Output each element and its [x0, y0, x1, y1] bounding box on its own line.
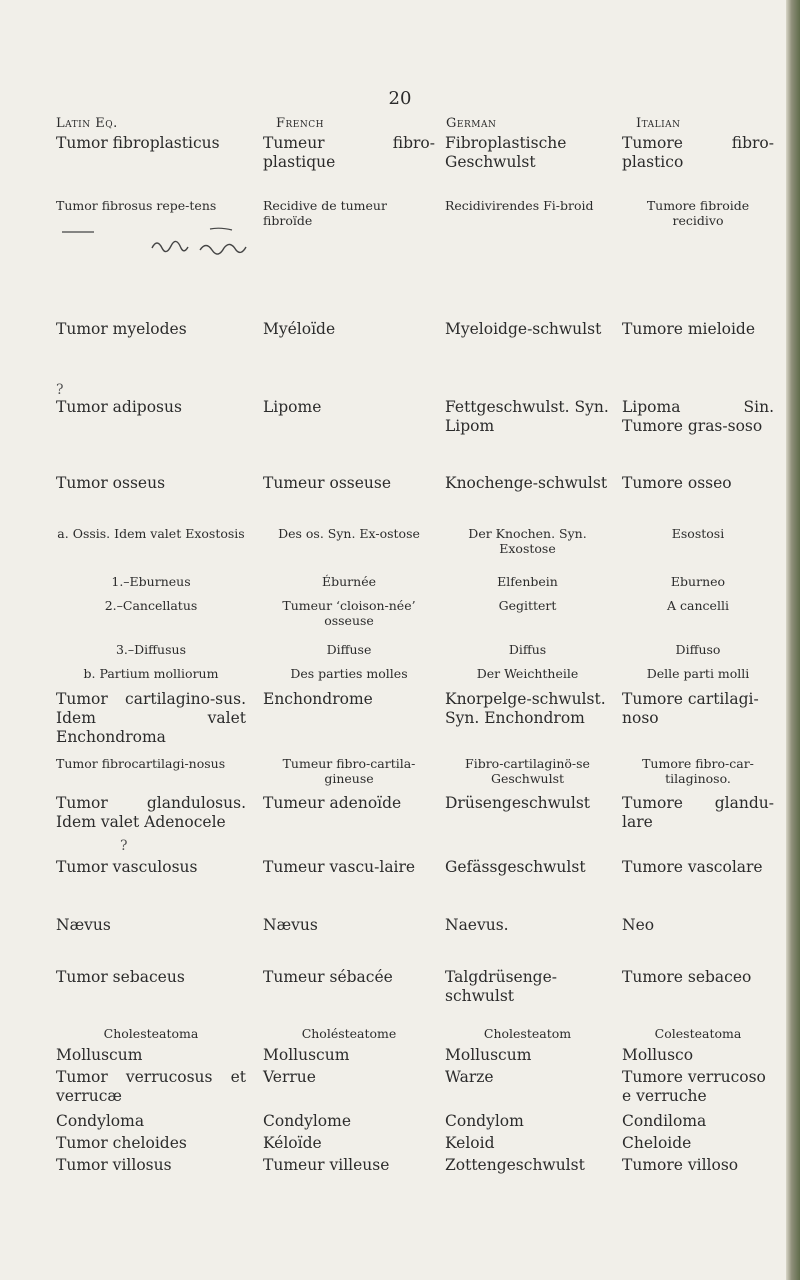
- french-cell: Condylome: [263, 1112, 352, 1130]
- german-cell: Myeloidge-schwulst: [445, 320, 602, 338]
- german-cell: Condylom: [445, 1112, 524, 1130]
- question-mark-annotation: ?: [120, 838, 128, 854]
- latin-cell: Tumor fibroplasticus: [56, 134, 220, 152]
- italian-cell: Tumore verrucoso e verruche: [622, 1068, 766, 1105]
- italian-cell: Tumore vascolare: [622, 858, 763, 876]
- italian-cell: Tumore glandu-lare: [622, 794, 774, 831]
- italian-cell: Cheloide: [622, 1134, 692, 1152]
- question-mark-annotation: ?: [56, 382, 64, 398]
- italian-cell: Neo: [622, 916, 655, 934]
- latin-cell: 3.–Diffusus: [115, 642, 186, 657]
- italian-cell: Tumore mieloide: [622, 320, 756, 338]
- header-french: French: [276, 116, 324, 131]
- latin-cell: Molluscum: [56, 1046, 143, 1064]
- latin-cell: 2.–Cancellatus: [104, 598, 198, 613]
- latin-cell: Nævus: [56, 916, 111, 934]
- german-cell: Talgdrüsenge-schwulst: [445, 968, 558, 1005]
- latin-cell: Tumor glandulosus. Idem valet Adenocele: [56, 794, 246, 831]
- page-edge: [786, 0, 800, 1280]
- italian-cell: Mollusco: [622, 1046, 694, 1064]
- latin-cell: b. Partium molliorum: [83, 666, 219, 681]
- german-cell: Knorpelge-schwulst. Syn. Enchondrom: [445, 690, 606, 727]
- italian-cell: Diffuso: [675, 642, 721, 657]
- latin-cell: Condyloma: [56, 1112, 145, 1130]
- german-cell: Recidivirendes Fi-broid: [445, 198, 594, 213]
- italian-cell: Lipoma Sin. Tumore gras-soso: [622, 398, 774, 435]
- latin-cell: Tumor cheloides: [56, 1134, 187, 1152]
- french-cell: Des os. Syn. Ex-ostose: [278, 526, 420, 541]
- italian-cell: A cancelli: [667, 598, 729, 613]
- french-cell: Recidive de tumeur fibroïde: [263, 198, 387, 229]
- french-cell: Kéloïde: [263, 1134, 322, 1152]
- italian-cell: Delle parti molli: [646, 666, 750, 681]
- french-cell: Enchondrome: [263, 690, 373, 708]
- italian-cell: Tumore fibro-plastico: [622, 134, 774, 171]
- italian-cell: Tumore villoso: [622, 1156, 739, 1174]
- italian-cell: Tumore fibroide recidivo: [646, 198, 750, 229]
- italian-cell: Eburneo: [670, 574, 726, 589]
- french-cell: Tumeur fibro-plastique: [263, 134, 435, 171]
- french-cell: Des parties molles: [290, 666, 408, 681]
- italian-cell: Colesteatoma: [654, 1026, 742, 1041]
- german-cell: Naevus.: [445, 916, 509, 934]
- latin-cell: a. Ossis. Idem valet Exostosis: [57, 526, 245, 541]
- german-cell: Cholesteatom: [483, 1026, 572, 1041]
- german-cell: Fibro-cartilaginö-se Geschwulst: [465, 756, 590, 787]
- french-cell: Diffuse: [326, 642, 372, 657]
- french-cell: Tumeur adenoïde: [263, 794, 402, 812]
- german-cell: Fibroplastische Geschwulst: [445, 134, 567, 171]
- italian-cell: Tumore osseo: [622, 474, 732, 492]
- latin-cell: 1.–Eburneus: [111, 574, 191, 589]
- german-cell: Elfenbein: [497, 574, 558, 589]
- german-cell: Knochenge-schwulst: [445, 474, 608, 492]
- german-cell: Drüsengeschwulst: [445, 794, 591, 812]
- french-cell: Tumeur vascu-laire: [263, 858, 416, 876]
- latin-cell: Tumor fibrosus repe-tens: [56, 198, 217, 213]
- italian-cell: Condiloma: [622, 1112, 707, 1130]
- german-cell: Zottengeschwulst: [445, 1156, 585, 1174]
- german-cell: Warze: [445, 1068, 494, 1086]
- german-cell: Keloid: [445, 1134, 495, 1152]
- french-cell: Molluscum: [263, 1046, 350, 1064]
- french-cell: Nævus: [263, 916, 318, 934]
- french-cell: Tumeur villeuse: [263, 1156, 390, 1174]
- latin-cell: Tumor osseus: [56, 474, 166, 492]
- french-cell: Cholésteatome: [301, 1026, 397, 1041]
- latin-cell: Tumor myelodes: [56, 320, 187, 338]
- latin-cell: Tumor sebaceus: [56, 968, 185, 986]
- french-cell: Éburnée: [322, 574, 376, 589]
- german-cell: Molluscum: [445, 1046, 532, 1064]
- latin-cell: Tumor villosus: [56, 1156, 172, 1174]
- french-cell: Verrue: [263, 1068, 316, 1086]
- column-headers: [0, 116, 800, 136]
- italian-cell: Tumore cartilagi-noso: [622, 690, 759, 727]
- french-cell: Myéloïde: [263, 320, 336, 338]
- italian-cell: Tumore sebaceo: [622, 968, 752, 986]
- french-cell: Lipome: [263, 398, 322, 416]
- italian-cell: Tumore fibro-car-tilaginoso.: [642, 756, 754, 787]
- latin-cell: Tumor adiposus: [56, 398, 182, 416]
- german-cell: Der Knochen. Syn. Exostose: [468, 526, 587, 557]
- german-cell: Gefässgeschwulst: [445, 858, 586, 876]
- french-cell: Tumeur ‘cloison-née’ osseuse: [282, 598, 416, 629]
- header-italian: Italian: [636, 116, 681, 131]
- header-latin: Latin Eq.: [56, 116, 118, 131]
- page-number: 20: [388, 88, 412, 109]
- handwritten-annotation: [60, 226, 290, 260]
- latin-cell: Tumor verrucosus et verrucæ: [56, 1068, 246, 1105]
- german-cell: Gegittert: [498, 598, 557, 613]
- latin-cell: Tumor vasculosus: [56, 858, 198, 876]
- latin-cell: Tumor cartilagino-sus. Idem valet Enchondroma: [56, 690, 246, 746]
- latin-cell: Cholesteatoma: [103, 1026, 199, 1041]
- french-cell: Tumeur osseuse: [263, 474, 392, 492]
- german-cell: Diffus: [508, 642, 547, 657]
- header-german: German: [446, 116, 497, 131]
- german-cell: Fettgeschwulst. Syn. Lipom: [445, 398, 609, 435]
- italian-cell: Esostosi: [671, 526, 725, 541]
- german-cell: Der Weichtheile: [476, 666, 579, 681]
- french-cell: Tumeur fibro-cartila-gineuse: [282, 756, 416, 787]
- french-cell: Tumeur sébacée: [263, 968, 393, 986]
- latin-cell: Tumor fibrocartilagi-nosus: [56, 756, 226, 771]
